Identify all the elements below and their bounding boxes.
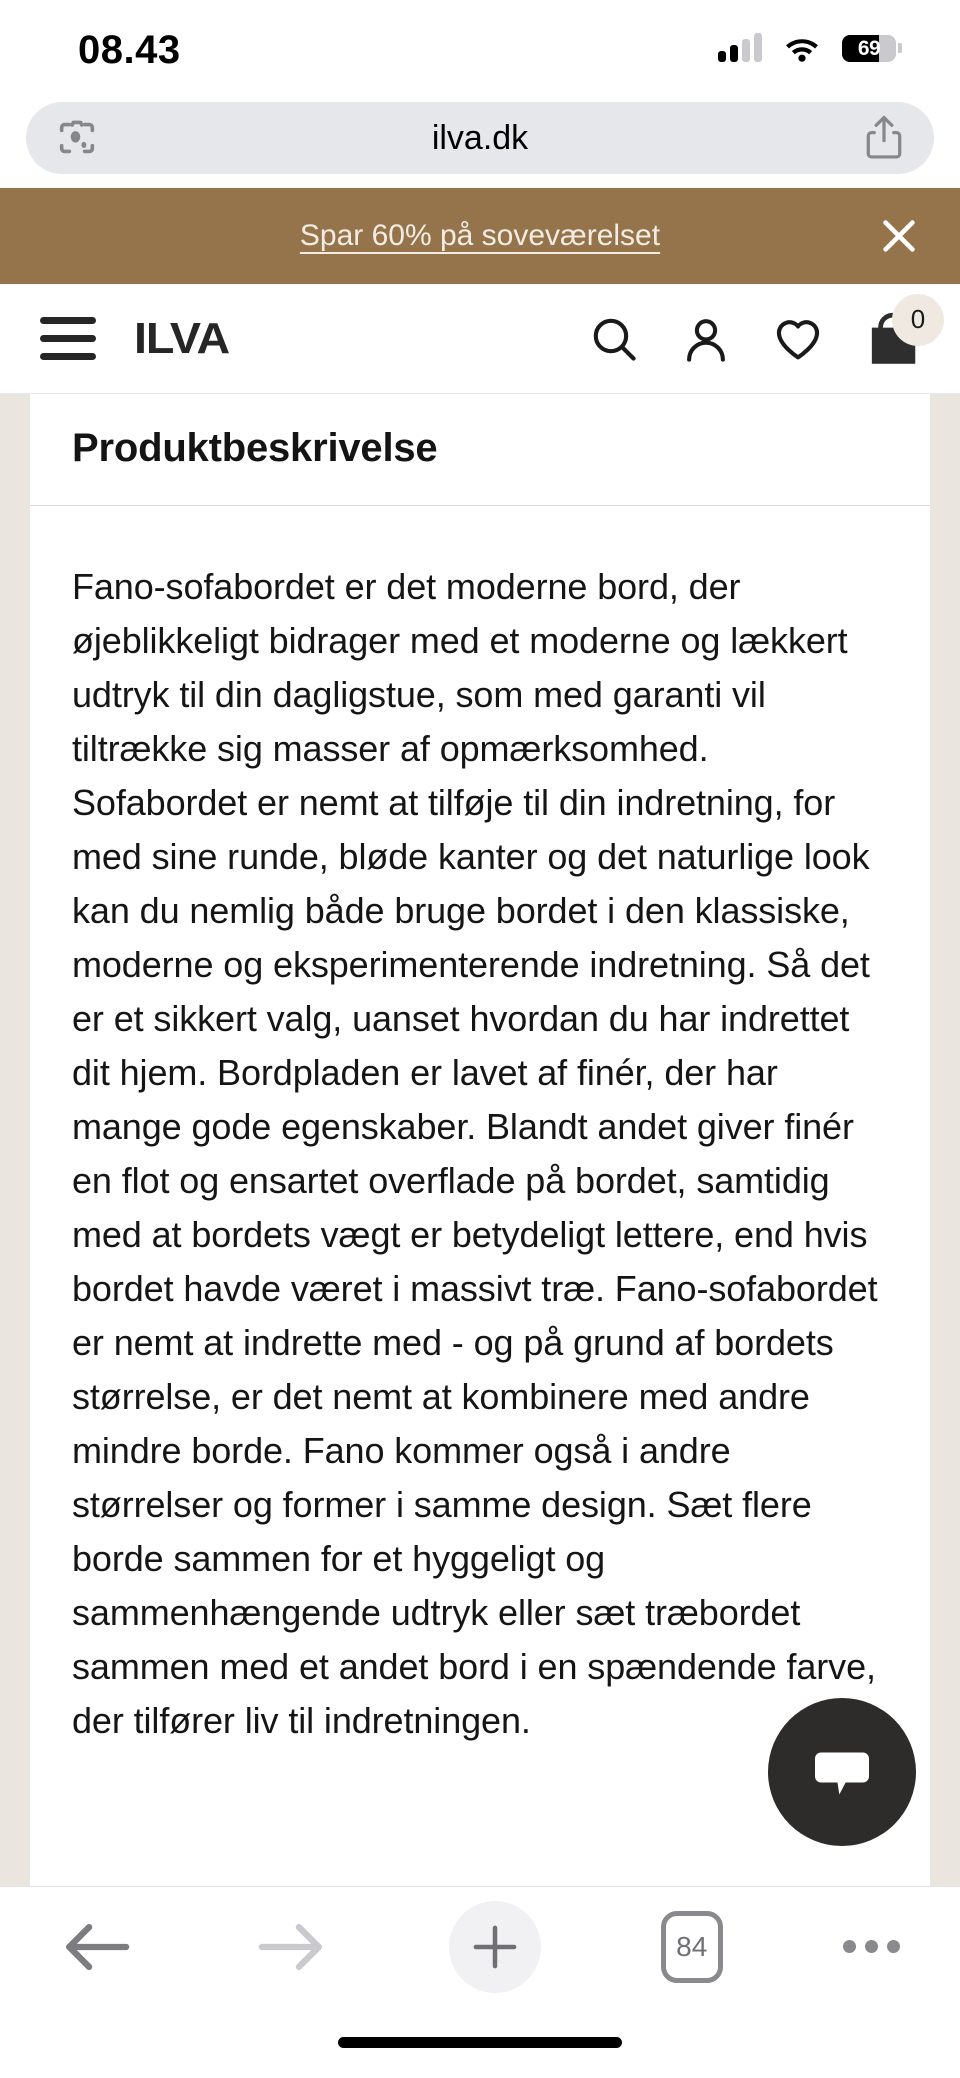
product-description-card: [30, 394, 930, 1886]
more-options-button[interactable]: [843, 1940, 900, 1953]
url-bar[interactable]: [26, 102, 934, 174]
shopping-bag-icon[interactable]: [864, 304, 926, 368]
home-indicator-area: [0, 2006, 960, 2078]
brand-logo[interactable]: ILVA: [134, 313, 230, 363]
status-bar: [0, 0, 960, 96]
cellular-signal-icon: [718, 34, 762, 62]
battery-percent: 69: [857, 36, 881, 60]
tabs-count-label: 84: [661, 1911, 723, 1983]
account-icon[interactable]: [680, 313, 732, 365]
browser-bottom-toolbar: [0, 1886, 960, 2006]
more-options-icon: [843, 1940, 900, 1953]
browser-url-bar-container: [0, 96, 960, 188]
forward-arrow-icon: [254, 1915, 328, 1979]
site-header: [0, 284, 960, 394]
product-description-text: Fano-sofabordet er det moderne bord, der øjeblikkeligt bidrager med et moderne og lækkert udtryk til din dagligstue, som med garanti vil tiltrække sig masser af opmærksomhed. Sofabordet er nemt at tilføje til din indretning, for med sine runde, bløde kanter og det naturlige look kan du nemlig både bruge bordet i den klassiske, moderne og eksperimenterende indretning. Så det er et sikkert valg, uanset hvordan du har indrettet dit hjem. Bordpladen er lavet af finér, der har mange gode egenskaber. Blandt andet giver finér en flot og ensartet overflade på bordet, samtidig med at bordets vægt er betydeligt lettere, end hvis bordet havde været i massivt træ. Fano-sofabordet er nemt at indrette med - og på grund af bordets størrelse, er det nemt at kombinere med andre mindre borde. Fano kommer også i andre størrelser og former i samme design. Sæt flere borde sammen for et hyggeligt og sammenhængende udtryk eller sæt træbordet sammen med et andet bord i en spændende farve, der tilfører liv til indretningen.: [72, 566, 878, 1741]
plus-icon: [468, 1920, 522, 1974]
page-body: [0, 394, 960, 1886]
chat-widget-button[interactable]: [768, 1698, 916, 1846]
promo-banner-link[interactable]: Spar 60% på soveværelset: [299, 219, 661, 252]
wifi-icon: [784, 35, 820, 62]
promo-banner[interactable]: [0, 188, 960, 284]
chat-bubble-icon: [806, 1736, 878, 1808]
hamburger-menu-icon[interactable]: [40, 317, 96, 360]
status-bar-time: 08.43: [78, 28, 181, 72]
cart-count-badge: 0: [892, 294, 944, 346]
back-arrow-icon: [60, 1915, 134, 1979]
heart-icon[interactable]: [772, 313, 824, 365]
back-button[interactable]: [60, 1915, 134, 1979]
search-icon[interactable]: [588, 313, 640, 365]
status-bar-indicators: [718, 34, 896, 62]
url-text[interactable]: ilva.dk: [431, 118, 529, 157]
battery-icon: [842, 35, 896, 62]
close-icon[interactable]: [876, 213, 922, 259]
page-settings-icon[interactable]: [54, 115, 100, 161]
forward-button[interactable]: [254, 1915, 328, 1979]
header-actions: [588, 304, 926, 368]
home-indicator[interactable]: [338, 2037, 622, 2048]
share-icon[interactable]: [862, 113, 906, 163]
new-tab-button[interactable]: [449, 1901, 541, 1993]
tabs-button[interactable]: [661, 1911, 723, 1983]
page-title: Produktbeskrivelse: [30, 394, 930, 506]
